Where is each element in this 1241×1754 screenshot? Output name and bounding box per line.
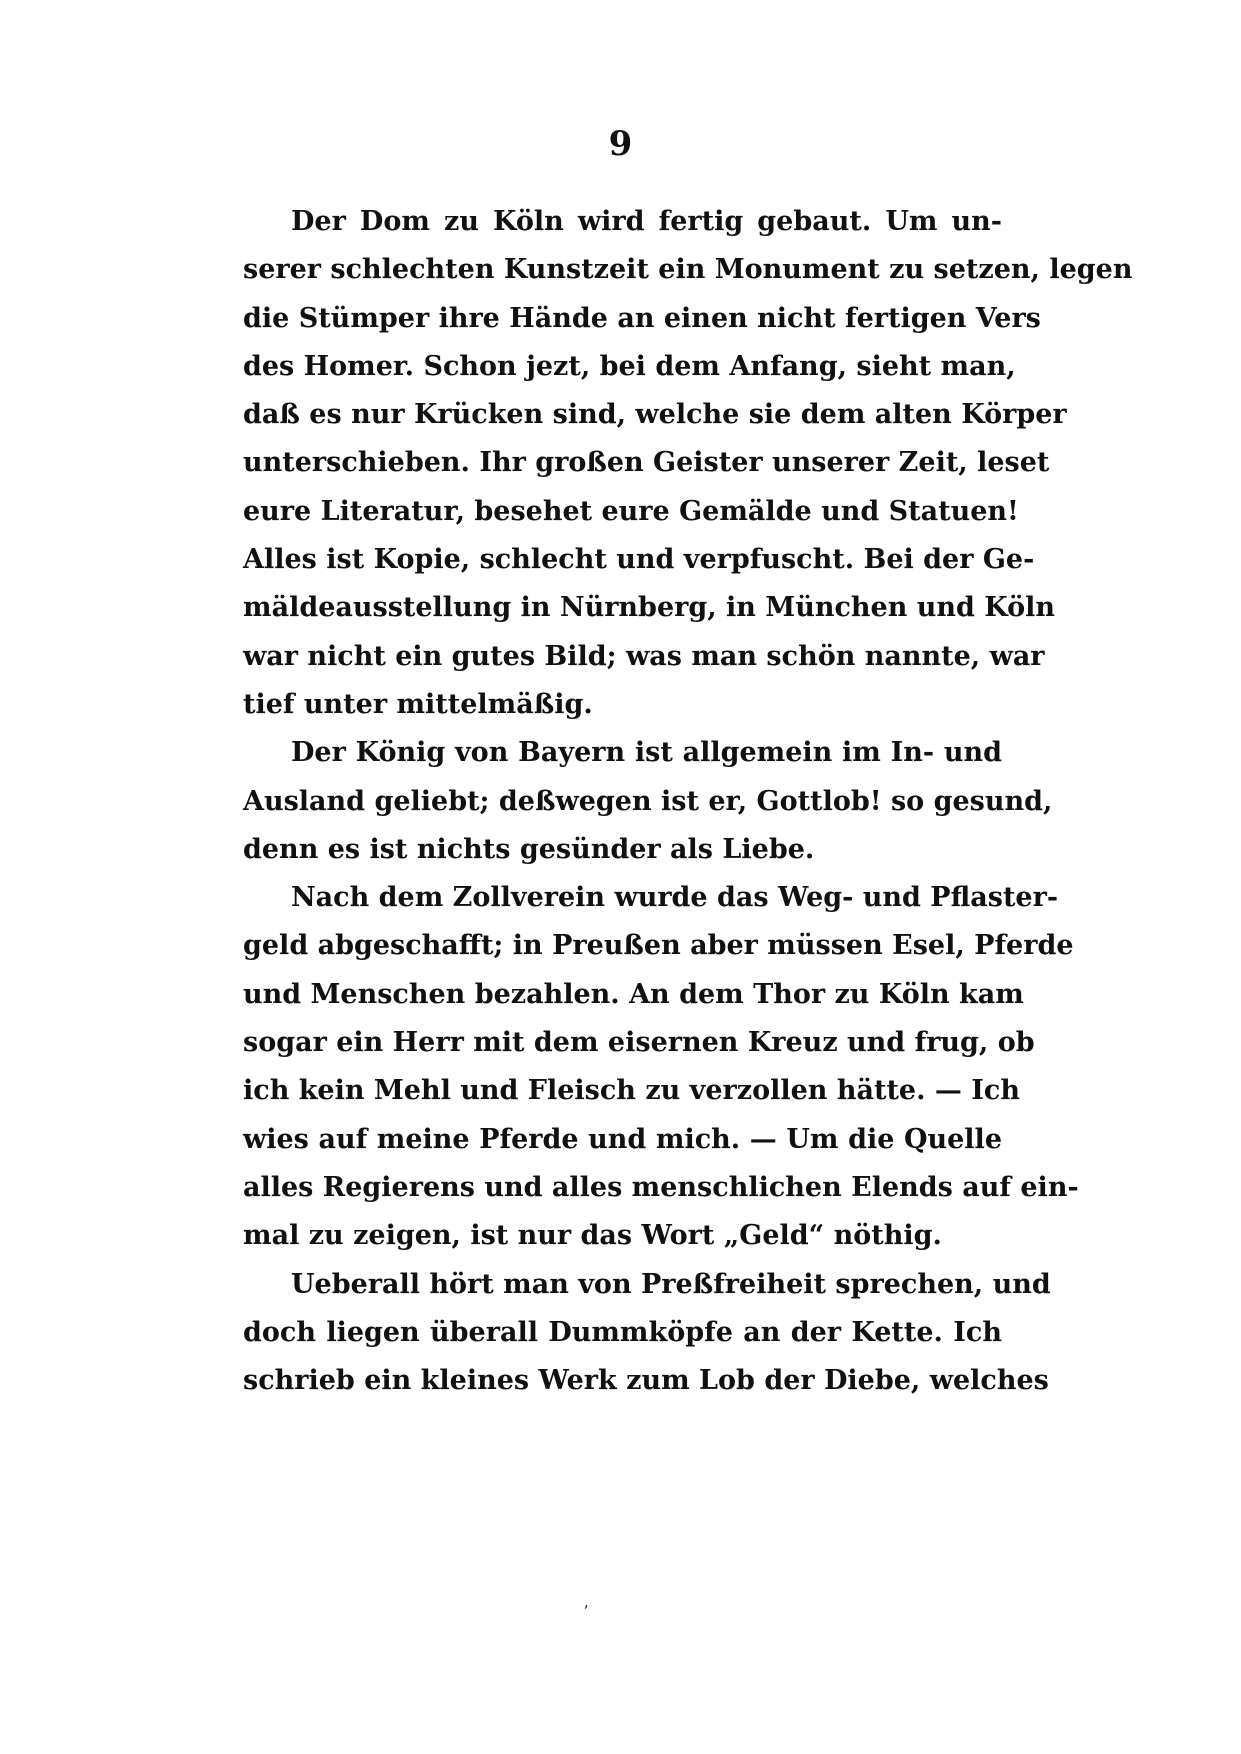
text-line: tief unter mittelmäßig. <box>243 688 593 720</box>
text-line: serer schlechten Kunstzeit ein Monument zu setzen, legen <box>243 254 1133 286</box>
paragraph-1 <box>243 198 1133 729</box>
page-number: 9 <box>608 124 633 164</box>
text-line: Nach dem Zollverein wurde das Weg- und Pflaster- <box>291 882 1059 914</box>
text-line: mal zu zeigen, ist nur das Wort „Geld“ nöthig. <box>243 1220 942 1252</box>
text-line: Ausland geliebt; deßwegen ist er, Gottlob! so gesund, <box>243 785 1053 817</box>
paragraph-2 <box>243 729 1053 874</box>
body-text <box>243 198 1133 1405</box>
text-line: ich kein Mehl und Fleisch zu verzollen hätte. — Ich <box>243 1075 1020 1107</box>
paragraph-3 <box>243 874 1079 1260</box>
stray-ink-mark: ʼ <box>583 1602 589 1621</box>
text-line: des Homer. Schon jezt, bei dem Anfang, sieht man, <box>243 350 1016 382</box>
text-line: sogar ein Herr mit dem eisernen Kreuz und frug, ob <box>243 1027 1035 1059</box>
text-line: schrieb ein kleines Werk zum Lob der Diebe, welches <box>243 1365 1049 1397</box>
text-line: und Menschen bezahlen. An dem Thor zu Köln kam <box>243 978 1024 1010</box>
text-line: mäldeausstellung in Nürnberg, in München und Köln <box>243 592 1056 624</box>
text-line: doch liegen überall Dummköpfe an der Kette. Ich <box>243 1316 1002 1348</box>
text-line: Der Dom zu Köln wird fertig gebaut. Um un- <box>291 206 1002 237</box>
text-line: Alles ist Kopie, schlecht und verpfuscht. Bei der Ge- <box>243 544 1035 576</box>
text-line: alles Regierens und alles menschlichen Elends auf ein- <box>243 1171 1079 1203</box>
paragraph-4 <box>243 1261 1051 1406</box>
text-line: geld abgeschafft; in Preußen aber müssen Esel, Pferde <box>243 930 1074 962</box>
text-line: denn es ist nichts gesünder als Liebe. <box>243 833 815 865</box>
text-line: eure Literatur, besehet eure Gemälde und Statuen! <box>243 495 1019 527</box>
text-line: Der König von Bayern ist allgemein im In- und <box>291 737 1002 769</box>
text-line: daß es nur Krücken sind, welche sie dem alten Körper <box>243 399 1067 431</box>
text-line: war nicht ein gutes Bild; was man schön nannte, war <box>243 640 1045 672</box>
text-line: wies auf meine Pferde und mich. — Um die Quelle <box>243 1123 1002 1155</box>
text-line: die Stümper ihre Hände an einen nicht fertigen Vers <box>243 302 1041 334</box>
text-line: unterschieben. Ihr großen Geister unserer Zeit, leset <box>243 447 1050 479</box>
text-line: Ueberall hört man von Preßfreiheit sprechen, und <box>291 1268 1051 1300</box>
